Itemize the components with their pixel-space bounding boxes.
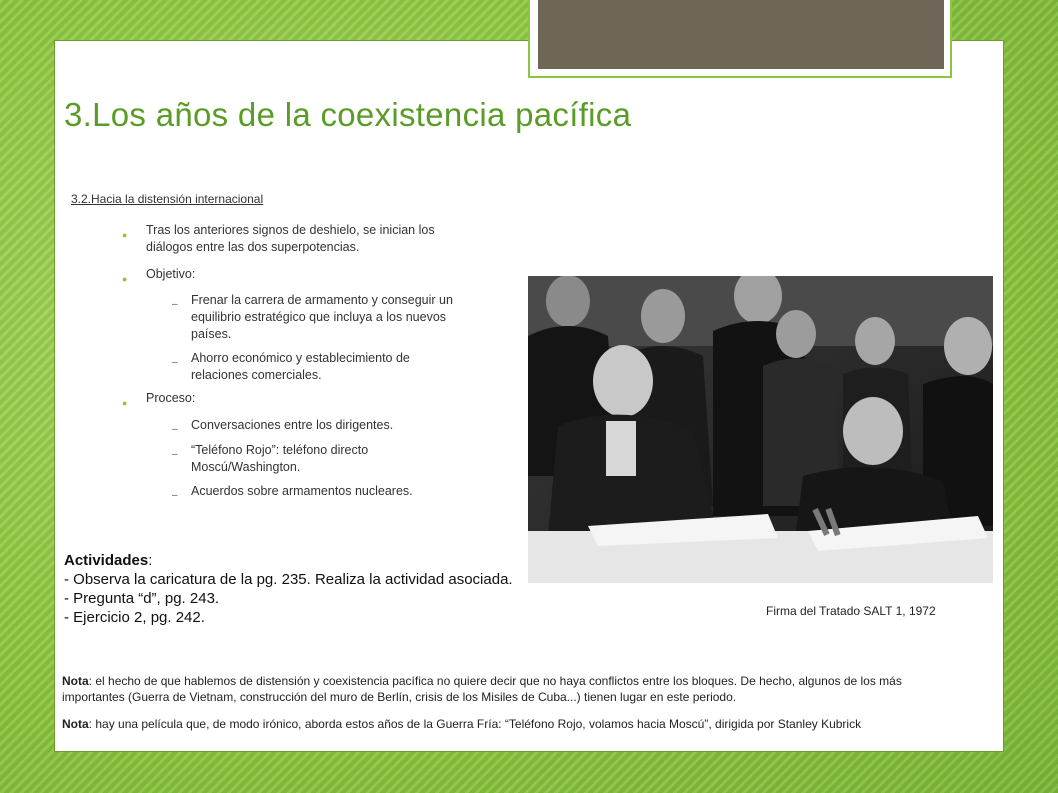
list-item: Proceso: [146,391,196,405]
bullet-icon: ● [122,398,128,408]
activity-item: - Pregunta “d”, pg. 243. [64,590,220,607]
bullet-icon: ● [122,274,128,284]
decorative-frame-fill [538,0,944,69]
section-subtitle: 3.2.Hacia la distensión internacional [71,192,264,206]
photo-illustration [528,276,993,583]
dash-icon: – [172,299,178,310]
note-text: : el hecho de que hablemos de distensión y coexistencia pacífica no quiere decir que no haya conflictos entre los bloques. De hecho, algunos de los más importantes (Guerra de Vietnam, construcción del muro de Berlín, crisis de los Misiles de Cuba...) tienen lugar en este periodo. [62,674,902,704]
activities-colon: : [148,552,153,569]
list-item: Objetivo: [146,267,196,281]
dash-icon: – [172,357,178,368]
list-item: Conversaciones entre los dirigentes. [191,418,394,432]
list-item: “Teléfono Rojo”: teléfono directo Moscú/Washington. [191,443,369,474]
note-1 [62,673,962,705]
dash-icon: – [172,490,178,501]
dash-icon: – [172,424,178,435]
list-item: Tras los anteriores signos de deshielo, se inician los diálogos entre las dos superpotencias. [146,223,435,254]
treaty-signing-photo [528,276,993,583]
bullet-icon: ● [122,230,128,240]
activities-heading: Actividades [64,552,149,569]
photo-caption: Firma del Tratado SALT 1, 1972 [766,604,936,618]
list-item: Ahorro económico y establecimiento de relaciones comerciales. [191,351,410,382]
activity-item: - Ejercicio 2, pg. 242. [64,609,205,626]
list-item: Frenar la carrera de armamento y conseguir un equilibrio estratégico que incluya a los nuevos países. [191,293,453,341]
dash-icon: – [172,449,178,460]
activity-item: - Observa la caricatura de la pg. 235. Realiza la actividad asociada. [64,571,513,588]
note-text: : hay una película que, de modo irónico, aborda estos años de la Guerra Fría: “Teléfono Rojo, volamos hacia Moscú”, dirigida por Stanley Kubrick [88,717,862,731]
list-item: Acuerdos sobre armamentos nucleares. [191,484,413,498]
note-label: Nota [62,717,89,731]
note-label: Nota [62,674,89,688]
slide-title: 3.Los años de la coexistencia pacífica [64,96,632,133]
activities-block [64,551,524,627]
note-2 [62,716,962,732]
activities-heading-line [64,551,524,570]
